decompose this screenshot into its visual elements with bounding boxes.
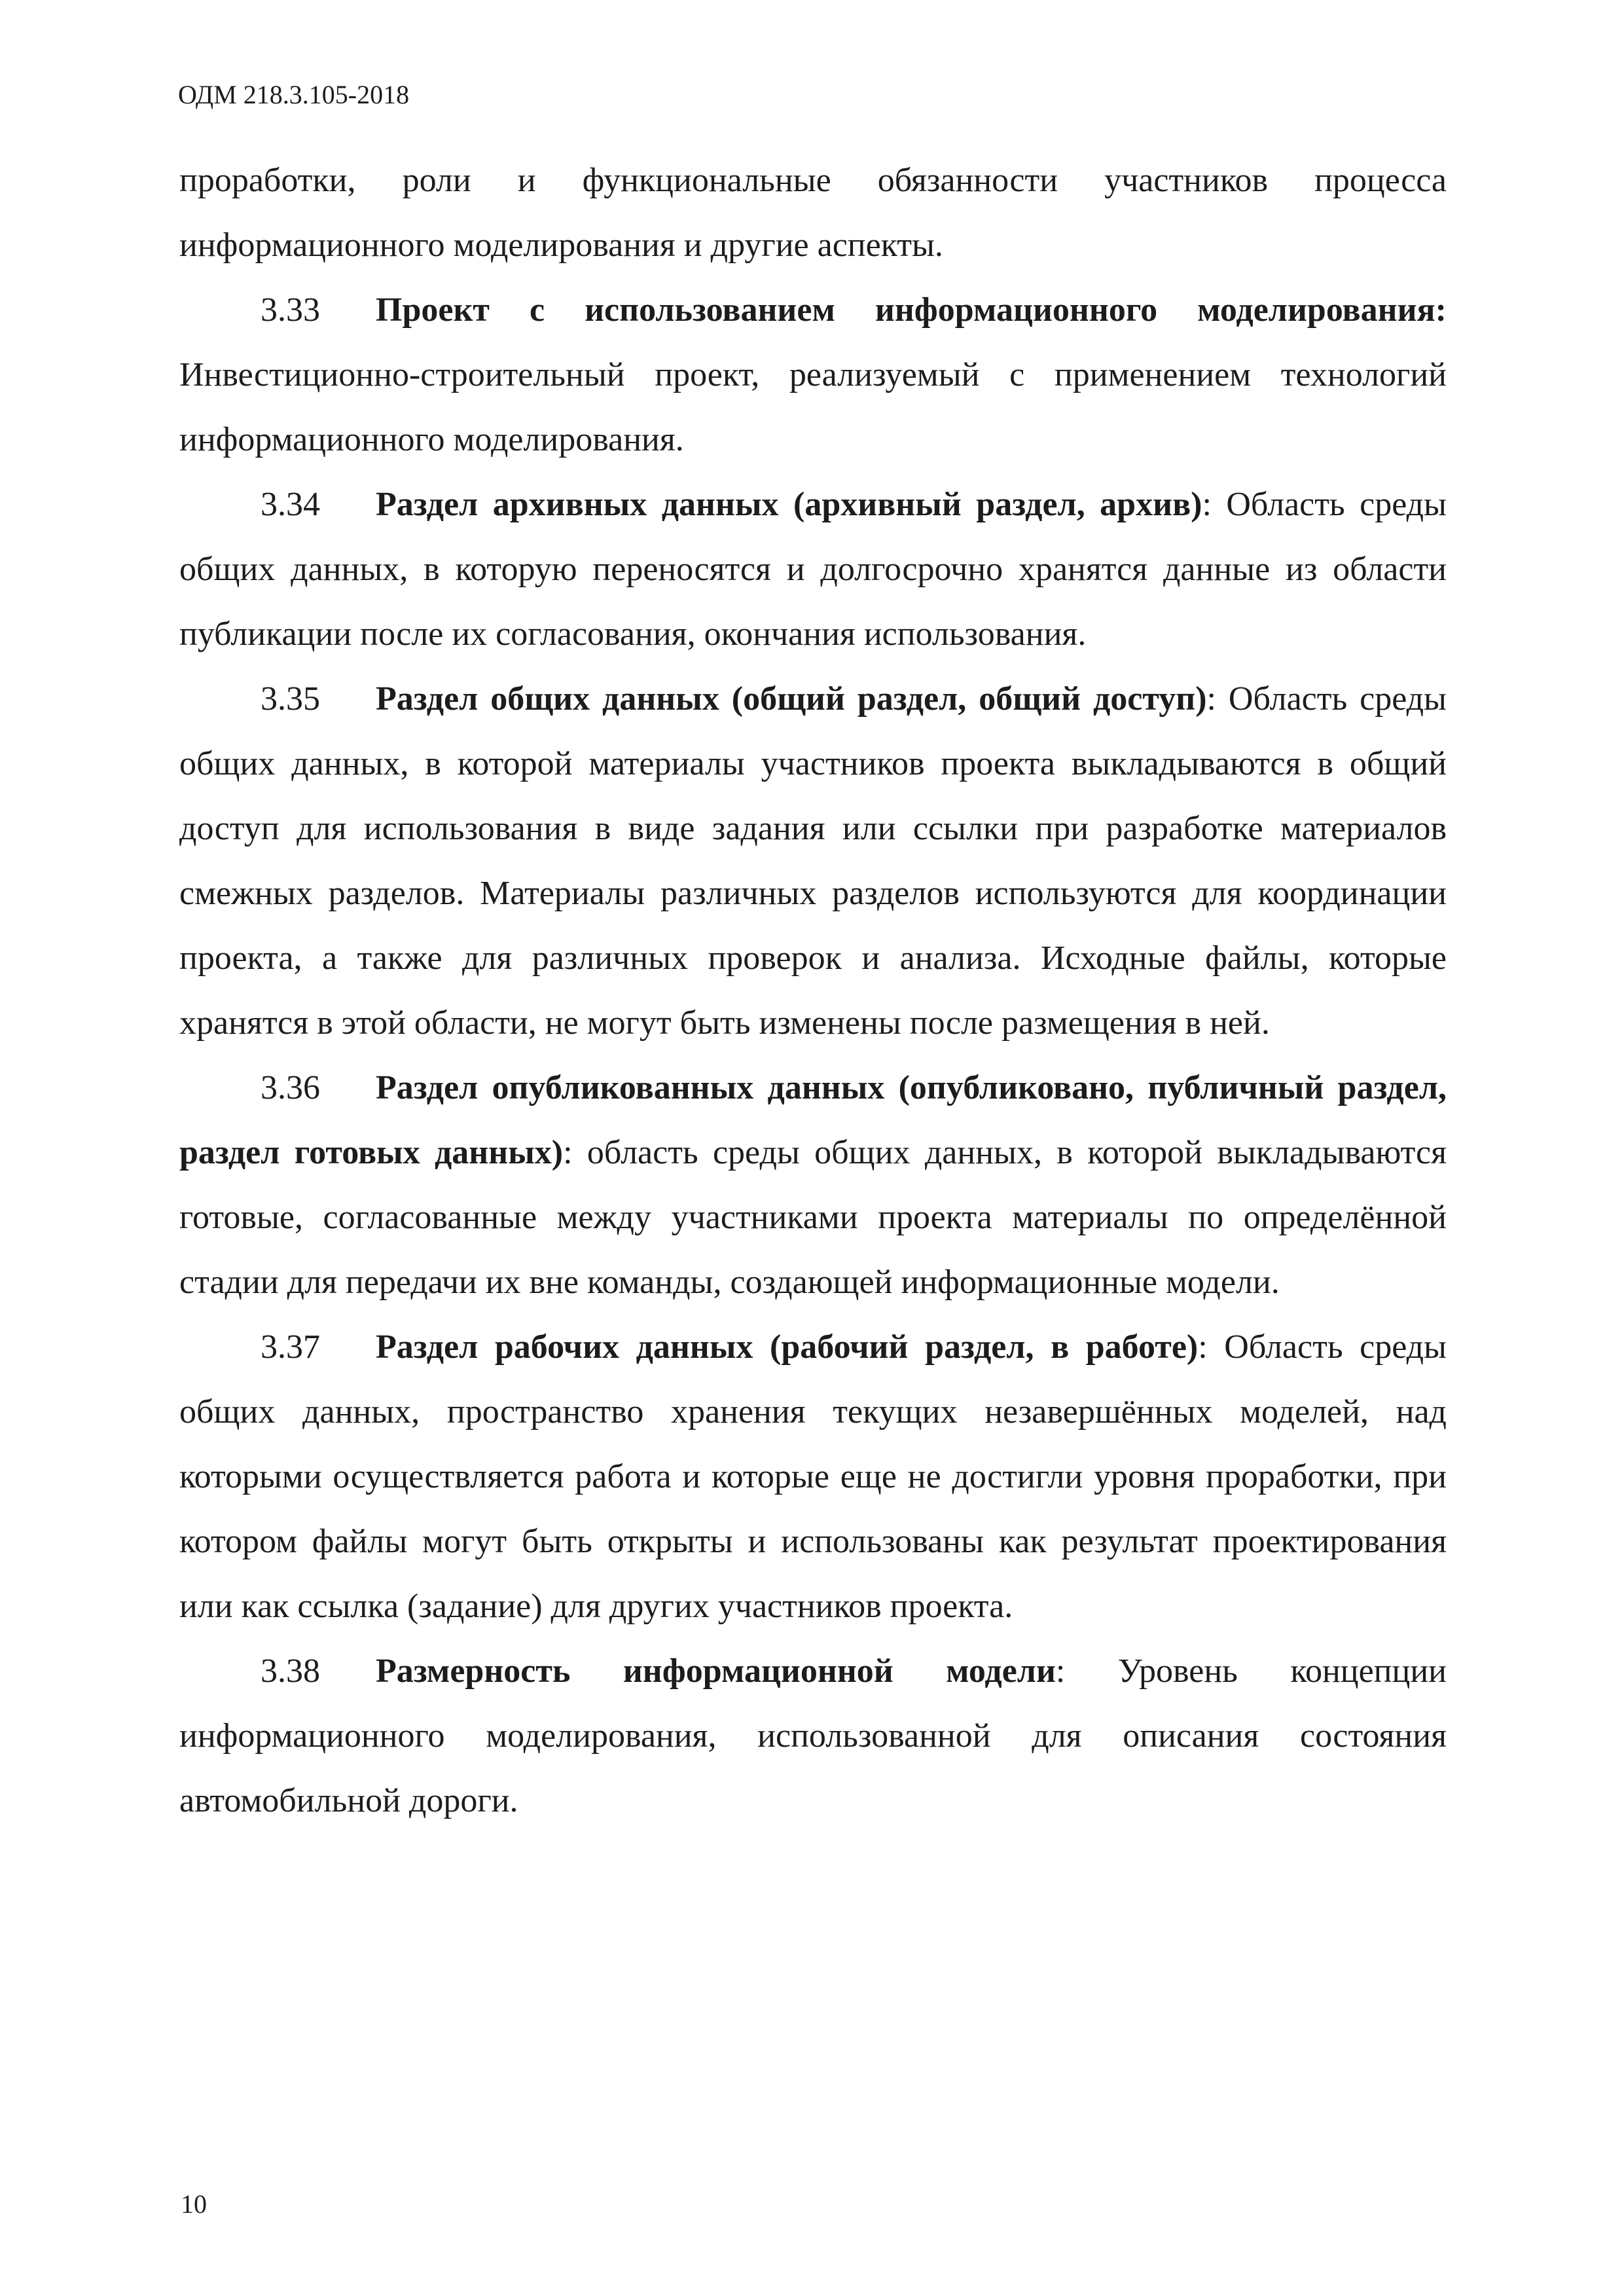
term-number: 3.34 — [261, 486, 320, 523]
term-definition: : область среды общих данных, в которой выкладываются готовые, согласованные между участниками проекта материалы по определённой стадии для передачи их вне команды, создающей информационные модели. — [179, 1134, 1447, 1301]
term-number: 3.33 — [261, 291, 320, 329]
term-3-36 — [179, 1055, 1447, 1315]
term-number: 3.36 — [261, 1069, 320, 1106]
term-number: 3.35 — [261, 680, 320, 718]
term-3-38 — [179, 1639, 1447, 1833]
term-title: Проект с использованием информационного моделирования: — [376, 291, 1447, 329]
term-3-33 — [179, 278, 1447, 472]
term-title: Размерность информационной модели — [376, 1652, 1056, 1690]
term-definition: : Область среды общих данных, пространство хранения текущих незавершённых моделей, над которыми осуществляется работа и которые еще не достигли уровня проработки, при котором файлы могут быть открыты и использованы как результат проектирования или как ссылка (задание) для других участников проекта. — [179, 1328, 1447, 1625]
term-definition: : Уровень концепции информационного моделирования, использованной для описания состояния автомобильной дороги. — [179, 1652, 1447, 1819]
term-3-35 — [179, 666, 1447, 1055]
term-number: 3.37 — [261, 1328, 320, 1366]
term-definition: : Область среды общих данных, в которой материалы участников проекта выкладываются в общий доступ для использования в виде задания или ссылки при разработке материалов смежных разделов. Материалы различных разделов используются для координации проекта, а также для различных проверок и анализа. Исходные файлы, которые хранятся в этой области, не могут быть изменены после размещения в ней. — [179, 680, 1447, 1042]
term-3-34 — [179, 472, 1447, 666]
term-title: Раздел общих данных (общий раздел, общий доступ) — [376, 680, 1207, 718]
term-definition: Инвестиционно-строительный проект, реализуемый с применением технологий информационного моделирования. — [179, 356, 1447, 458]
intro-paragraph: проработки, роли и функциональные обязанности участников процесса информационного моделирования и другие аспекты. — [179, 162, 1447, 264]
term-title: Раздел опубликованных данных (опубликовано, публичный раздел, раздел готовых данных) — [179, 1069, 1447, 1171]
term-title: Раздел архивных данных (архивный раздел, архив) — [376, 486, 1202, 523]
term-number: 3.38 — [261, 1652, 320, 1690]
document-body — [179, 148, 1447, 1833]
document-code-header: ОДМ 218.3.105-2018 — [178, 80, 410, 109]
term-title: Раздел рабочих данных (рабочий раздел, в работе) — [376, 1328, 1199, 1366]
term-3-37 — [179, 1315, 1447, 1639]
term-definition: : Область среды общих данных, в которую переносятся и долгосрочно хранятся данные из области публикации после их согласования, окончания использования. — [179, 486, 1447, 653]
page-number: 10 — [181, 2189, 207, 2219]
